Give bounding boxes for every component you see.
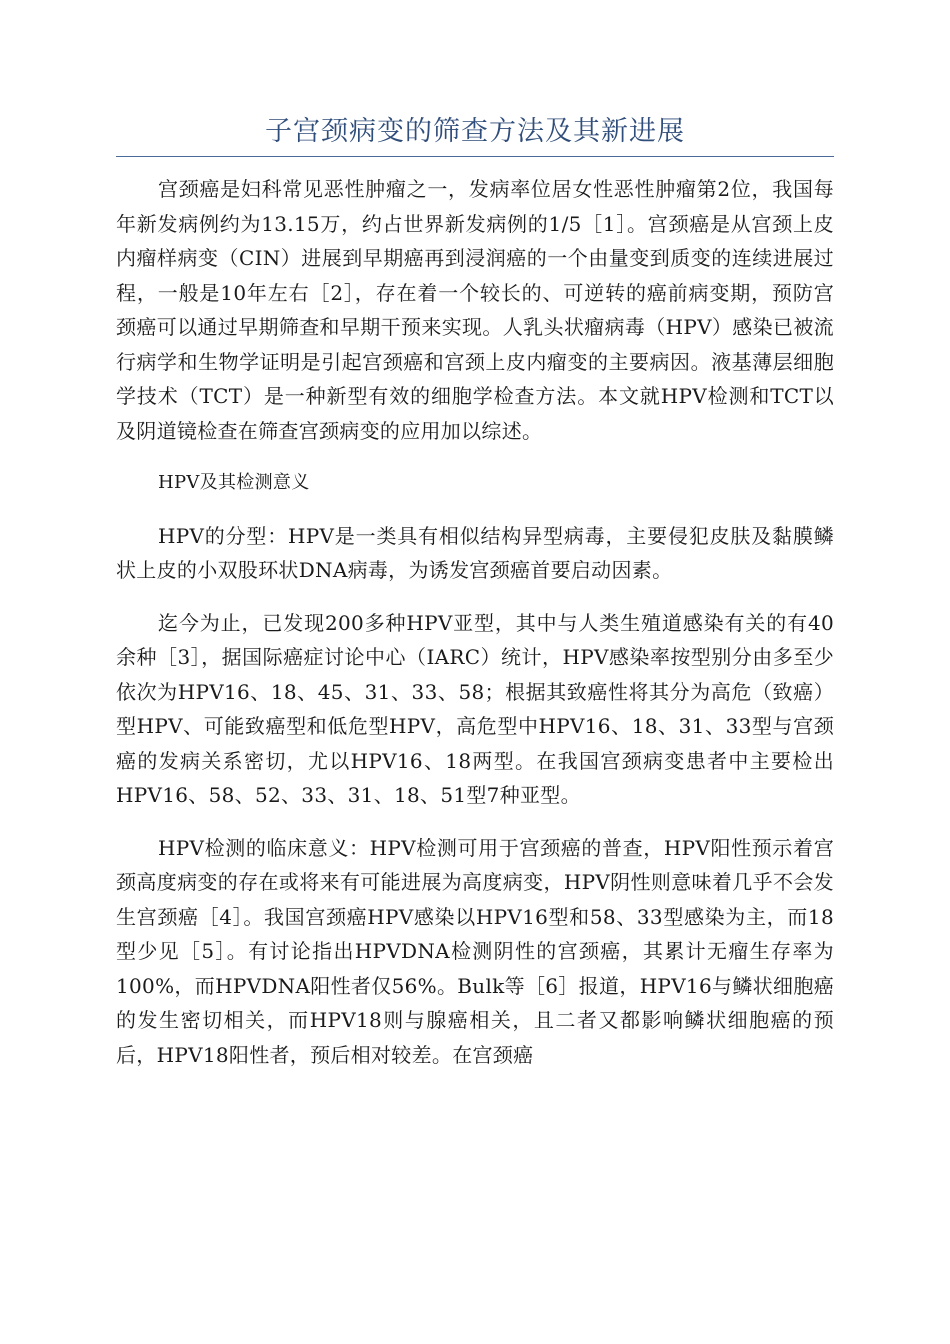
paragraph-intro: 宫颈癌是妇科常见恶性肿瘤之一，发病率位居女性恶性肿瘤第2位，我国每年新发病例约为13.15万，约占世界新发病例的1/5［1］。宫颈癌是从宫颈上皮内瘤样病变（CIN）进展到早期癌再到浸润癌的一个由量变到质变的连续进展过程，一般是10年左右［2］，存在着一个较长的、可逆转的癌前病变期，预防宫颈癌可以通过早期筛查和早期干预来实现。人乳头状瘤病毒（HPV）感染已被流行病学和生物学证明是引起宫颈癌和宫颈上皮内瘤变的主要病因。液基薄层细胞学技术（TCT）是一种新型有效的细胞学检查方法。本文就HPV检测和TCT以及阴道镜检查在筛查宫颈病变的应用加以综述。 [116, 177, 834, 443]
paragraph-hpv-subtypes: 迄今为止，已发现200多种HPV亚型，其中与人类生殖道感染有关的有40余种［3］，据国际癌症讨论中心（IARC）统计，HPV感染率按型别分由多至少依次为HPV16、18、45、31、33、58；根据其致癌性将其分为高危（致癌）型HPV、可能致癌型和低危型HPV，高危型中HPV16、18、31、33型与宫颈癌的发病关系密切，尤以HPV16、18两型。在我国宫颈病变患者中主要检出HPV16、58、52、33、31、18、51型7种亚型。 [116, 610, 834, 807]
document-title: 子宫颈病变的筛查方法及其新进展 [265, 116, 685, 147]
title-block [116, 112, 834, 157]
paragraph-hpv-typing: HPV的分型：HPV是一类具有相似结构异型病毒，主要侵犯皮肤及黏膜鳞状上皮的小双股环状DNA病毒，为诱发宫颈癌首要启动因素。 [116, 523, 834, 582]
section-heading-hpv: HPV及其检测意义 [158, 472, 310, 493]
document-body [116, 172, 834, 1090]
paragraph-hpv-clinical: HPV检测的临床意义：HPV检测可用于宫颈癌的普查，HPV阳性预示着宫颈高度病变的存在或将来有可能进展为高度病变，HPV阴性则意味着几乎不会发生宫颈癌［4］。我国宫颈癌HPV感染以HPV16型和58、33型感染为主，而18型少见［5］。有讨论指出HPVDNA检测阴性的宫颈癌，其累计无瘤生存率为100%，而HPVDNA阳性者仅56%。Bulk等［6］报道，HPV16与鳞状细胞癌的发生密切相关，而HPV18则与腺癌相关，且二者又都影响鳞状细胞癌的预后，HPV18阳性者，预后相对较差。在宫颈癌 [116, 835, 834, 1067]
